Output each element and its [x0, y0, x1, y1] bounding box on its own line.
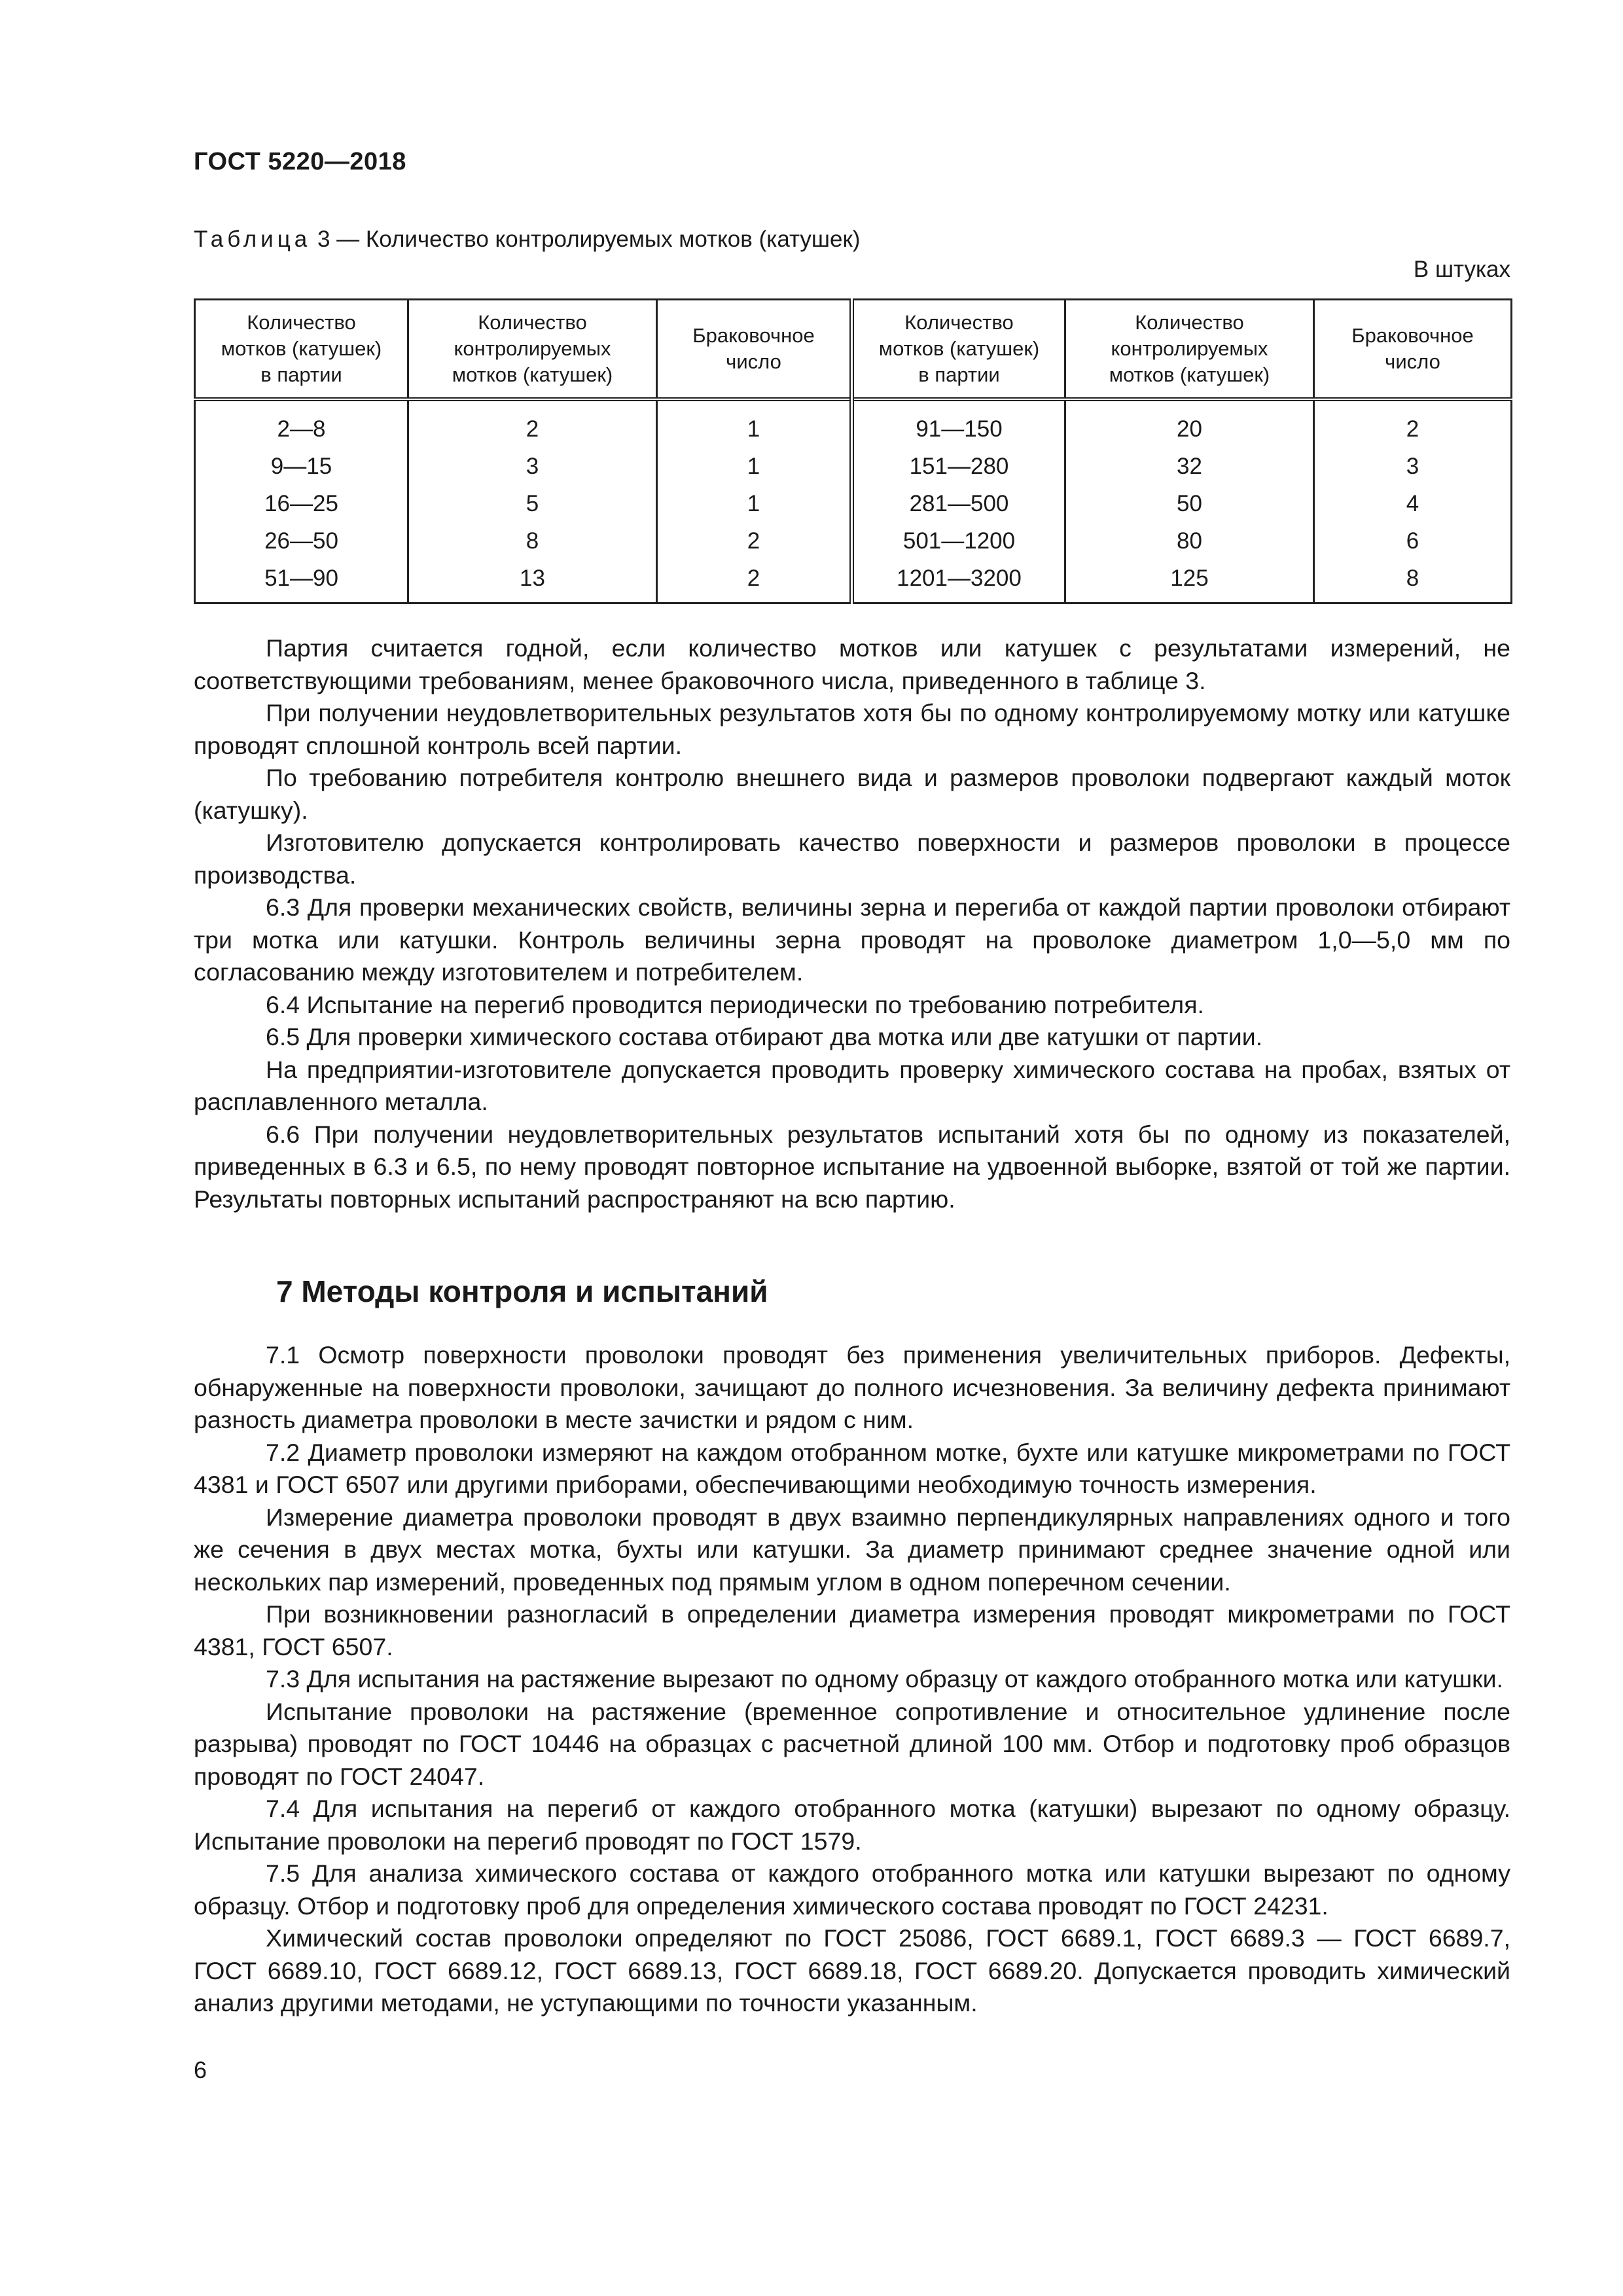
- header-batch-count: Количество мотков (катушек) в партии: [195, 300, 408, 400]
- table-units: В штуках: [1413, 257, 1510, 282]
- table-caption-text: 3 — Количество контролируемых мотков (катушек): [311, 226, 861, 252]
- paragraph: 7.4 Для испытания на перегиб от каждого отобранного мотка (катушки) вырезают по одному образцу. Испытание проволоки на перегиб проводят по ГОСТ 1579.: [194, 1795, 1510, 1855]
- header-reject-number: Браковочное число: [657, 300, 852, 400]
- header-inspected-count-2: Количество контролируемых мотков (катушек): [1065, 300, 1314, 400]
- inspection-table: [194, 298, 1512, 604]
- paragraph: 7.3 Для испытания на растяжение вырезают по одному образцу от каждого отобранного мотка или катушки.: [266, 1665, 1503, 1693]
- paragraph: 6.4 Испытание на перегиб проводится периодически по требованию потребителя.: [266, 990, 1204, 1018]
- paragraph: 7.2 Диаметр проволоки измеряют на каждом отобранном мотке, бухте или катушке микрометрами по ГОСТ 4381 и ГОСТ 6507 или другими приборами, обеспечивающими необходимую точность измерения.: [194, 1438, 1510, 1498]
- paragraph: 7.5 Для анализа химического состава от каждого отобранного мотка или катушки вырезают по одному образцу. Отбор и подготовку проб для определения химического состава проводят по ГОСТ 24231.: [194, 1859, 1510, 1920]
- table-row: 9—15 3 1 151—280 32 3: [195, 448, 1512, 485]
- header-reject-number-2: Браковочное число: [1314, 300, 1512, 400]
- header-inspected-count: Количество контролируемых мотков (катушек): [408, 300, 657, 400]
- section-7-title: 7 Методы контроля и испытаний: [276, 1274, 768, 1308]
- section-6-text: [194, 632, 1510, 1215]
- page-number: 6: [194, 2056, 207, 2083]
- paragraph: Измерение диаметра проволоки проводят в двух взаимно перпендикулярных направлениях одного и того же сечения в двух местах мотка, бухты или катушки. За диаметр принимают среднее значение одной или нескольких пар измерений, проведенных под прямым углом в одном поперечном сечении.: [194, 1503, 1510, 1596]
- paragraph: 6.5 Для проверки химического состава отбирают два мотка или две катушки от партии.: [266, 1023, 1263, 1050]
- section-7-text: [194, 1339, 1510, 2020]
- table-row: 51—90 13 2 1201—3200 125 8: [195, 560, 1512, 603]
- paragraph: Изготовителю допускается контролировать качество поверхности и размеров проволоки в процессе производства.: [194, 829, 1510, 889]
- paragraph: На предприятии-изготовителе допускается проводить проверку химического состава на пробах, взятых от расплавленного металла.: [194, 1055, 1510, 1115]
- table-row: 16—25 5 1 281—500 50 4: [195, 485, 1512, 522]
- header-batch-count-2: Количество мотков (катушек) в партии: [852, 300, 1065, 400]
- paragraph: 6.3 Для проверки механических свойств, величины зерна и перегиба от каждой партии проволоки отбирают три мотка или катушки. Контроль величины зерна проводят на проволоке диаметром 1,0—5,0 мм по согласованию между изготовителем и потребителем.: [194, 893, 1510, 986]
- table-row: 26—50 8 2 501—1200 80 6: [195, 522, 1512, 560]
- paragraph: При возникновении разногласий в определении диаметра измерения проводят микрометрами по ГОСТ 4381, ГОСТ 6507.: [194, 1600, 1510, 1660]
- table-row: 2—8 2 1 91—150 20 2: [195, 399, 1512, 448]
- paragraph: По требованию потребителя контролю внешнего вида и размеров проволоки подвергают каждый моток (катушку).: [194, 764, 1510, 824]
- table-caption: [194, 226, 860, 253]
- paragraph: Химический состав проволоки определяют по ГОСТ 25086, ГОСТ 6689.1, ГОСТ 6689.3 — ГОСТ 6689.7, ГОСТ 6689.10, ГОСТ 6689.12, ГОСТ 6689.13, ГОСТ 6689.18, ГОСТ 6689.20. Допускается проводить химический анализ другими методами, не уступающими по точности указанным.: [194, 1924, 1510, 2017]
- paragraph: Испытание проволоки на растяжение (временное сопротивление и относительное удлинение после разрыва) проводят по ГОСТ 10446 на образцах с расчетной длиной 100 мм. Отбор и подготовку проб образцов проводят по ГОСТ 24047.: [194, 1697, 1510, 1790]
- paragraph: При получении неудовлетворительных результатов хотя бы по одному контролируемому мотку или катушке проводят сплошной контроль всей партии.: [194, 699, 1510, 759]
- paragraph: 6.6 При получении неудовлетворительных результатов испытаний хотя бы по одному из показателей, приведенных в 6.3 и 6.5, по нему проводят повторное испытание на удвоенной выборке, взятой от той же партии. Результаты повторных испытаний распространяют на всю партию.: [194, 1120, 1510, 1213]
- table-caption-label: Таблица: [194, 226, 312, 252]
- paragraph: Партия считается годной, если количество мотков или катушек с результатами измерений, не соответствующими требованиям, менее браковочного числа, приведенного в таблице 3.: [194, 634, 1510, 694]
- paragraph: 7.1 Осмотр поверхности проволоки проводят без применения увеличительных приборов. Дефекты, обнаруженные на поверхности проволоки, зачищают до полного исчезновения. За величину дефекта принимают разность диаметра проволоки в месте зачистки и рядом с ним.: [194, 1341, 1510, 1433]
- document-header: ГОСТ 5220—2018: [194, 148, 406, 175]
